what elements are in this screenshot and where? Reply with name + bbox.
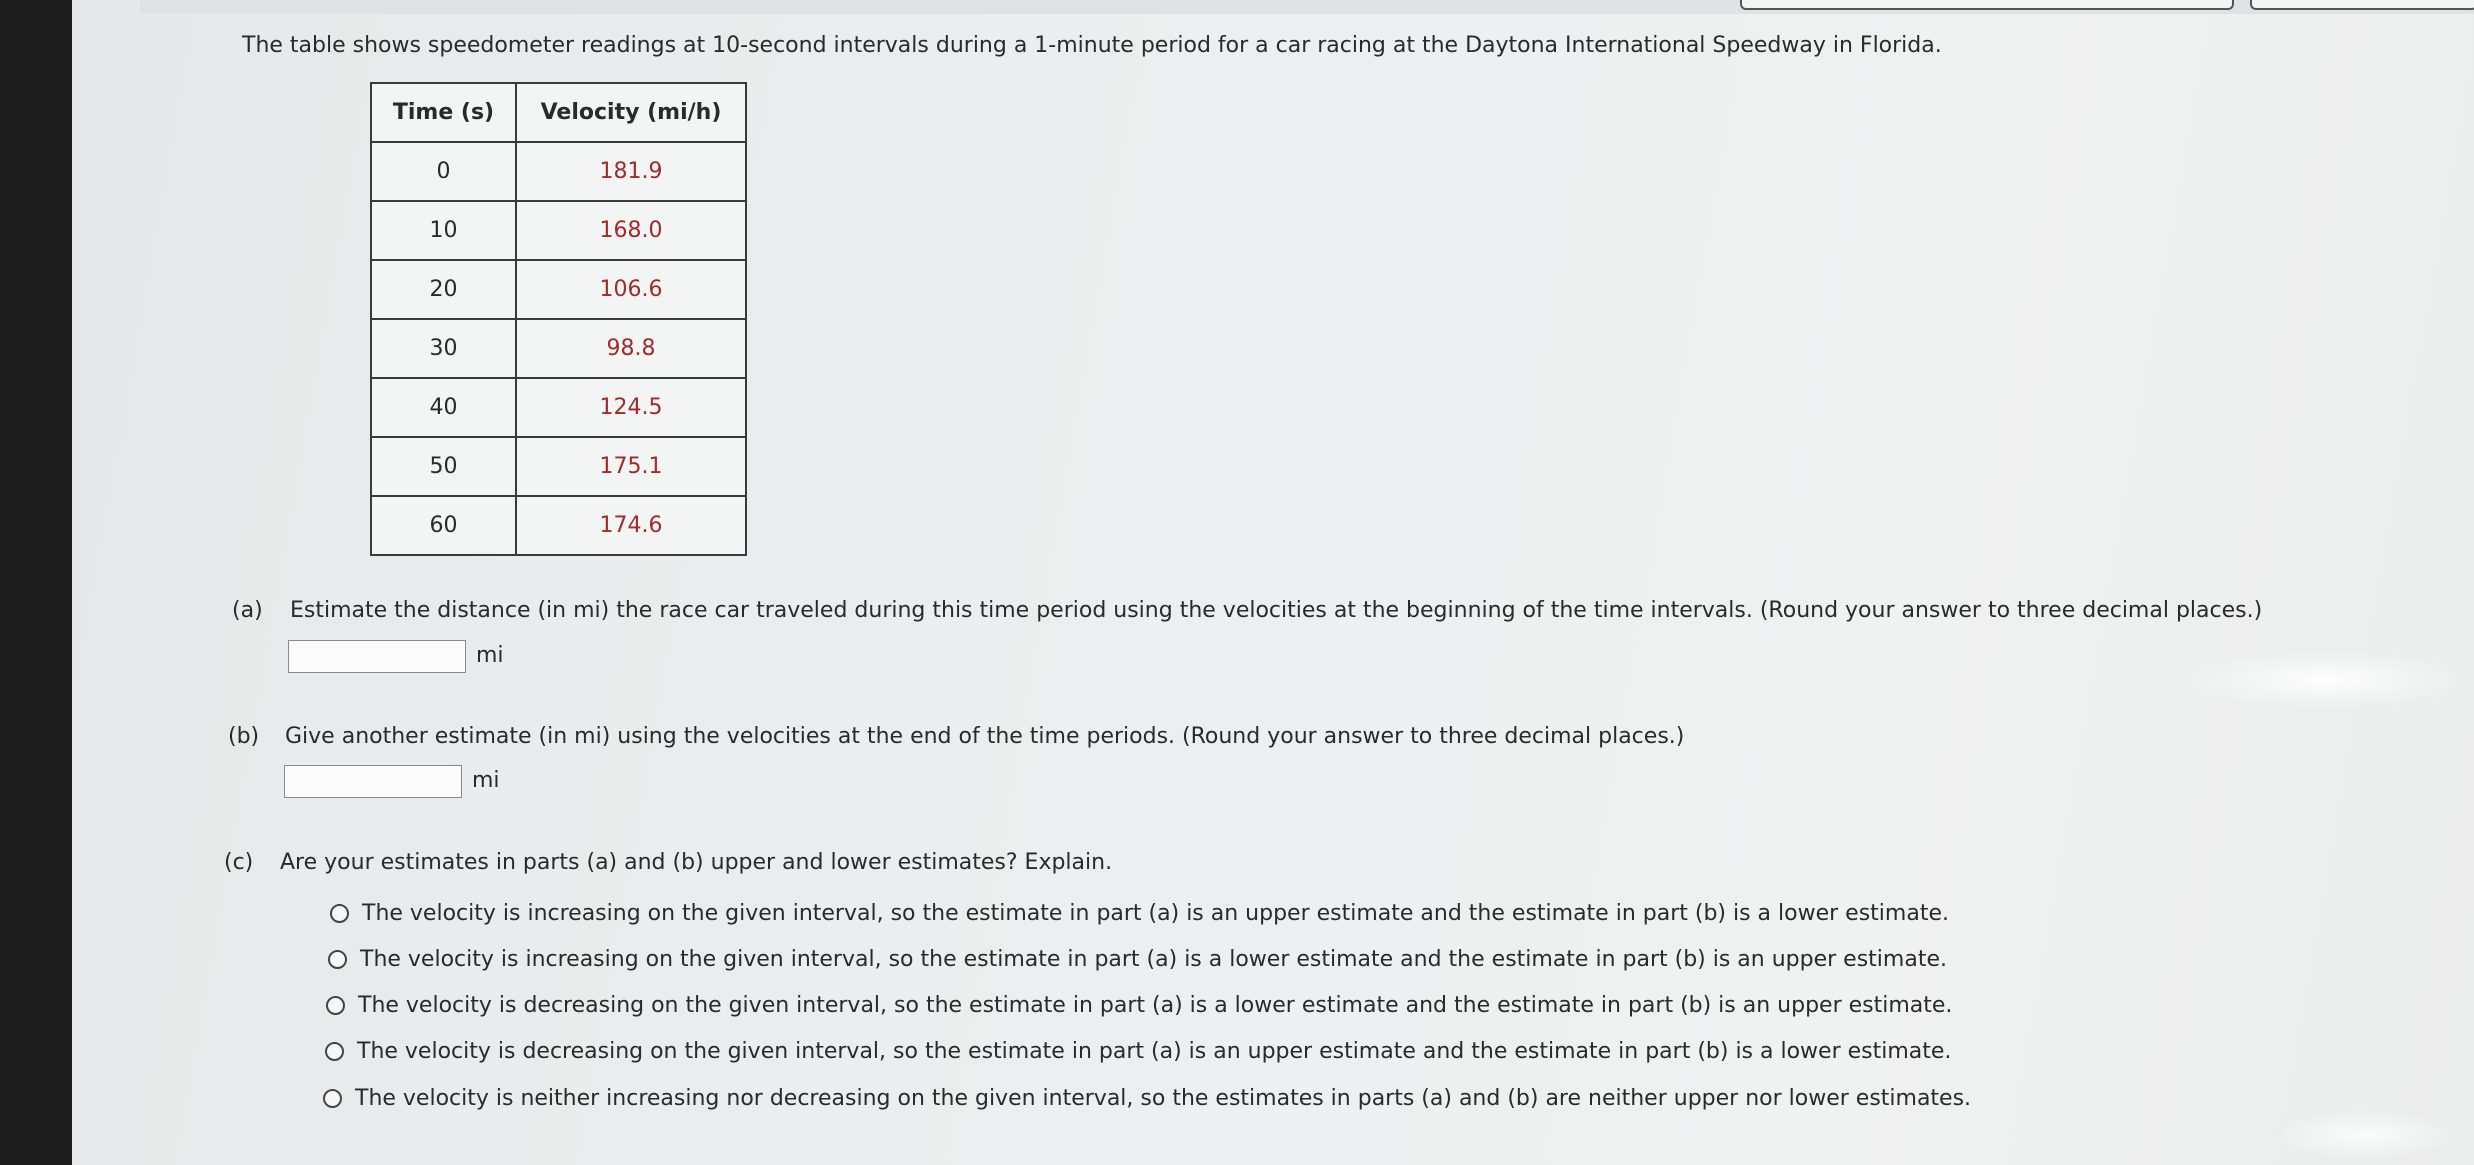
part-c-option-5[interactable] bbox=[323, 1086, 1971, 1111]
table-row bbox=[371, 378, 746, 437]
part-a-text: Estimate the distance (in mi) the race car traveled during this time period using the velocities at the beginning of the time intervals. (Round your answer to three decimal places.) bbox=[290, 598, 2263, 623]
table-row bbox=[371, 437, 746, 496]
velocity-cell: 106.6 bbox=[516, 260, 746, 319]
part-b-label: (b) bbox=[228, 724, 260, 749]
top-tab bbox=[2250, 0, 2474, 10]
table-row bbox=[371, 319, 746, 378]
part-c-option-4[interactable] bbox=[325, 1039, 1951, 1064]
part-b-unit: mi bbox=[472, 768, 500, 793]
screen-glare bbox=[2270, 1110, 2460, 1160]
part-c-option-3[interactable] bbox=[326, 993, 1952, 1018]
option-label: The velocity is increasing on the given interval, so the estimate in part (a) is an upper estimate and the estimate in part (b) is a lower estimate. bbox=[362, 901, 1949, 926]
time-cell: 0 bbox=[371, 142, 516, 201]
option-label: The velocity is decreasing on the given interval, so the estimate in part (a) is an upper estimate and the estimate in part (b) is a lower estimate. bbox=[357, 1039, 1952, 1064]
time-cell: 50 bbox=[371, 437, 516, 496]
table-header-time: Time (s) bbox=[371, 83, 516, 142]
radio-button[interactable] bbox=[330, 904, 349, 923]
left-screen-edge bbox=[0, 0, 72, 1165]
velocity-cell: 181.9 bbox=[516, 142, 746, 201]
part-a-unit: mi bbox=[476, 643, 504, 668]
top-tab bbox=[1740, 0, 2234, 10]
table-row bbox=[371, 142, 746, 201]
table-row bbox=[371, 260, 746, 319]
table-header-velocity: Velocity (mi/h) bbox=[516, 83, 746, 142]
part-c-option-2[interactable] bbox=[328, 947, 1947, 972]
velocity-cell: 175.1 bbox=[516, 437, 746, 496]
velocity-cell: 124.5 bbox=[516, 378, 746, 437]
option-label: The velocity is decreasing on the given interval, so the estimate in part (a) is a lower estimate and the estimate in part (b) is an upper estimate. bbox=[358, 993, 1953, 1018]
screen-glare bbox=[2180, 650, 2470, 710]
radio-button[interactable] bbox=[325, 1042, 344, 1061]
table-header-row bbox=[371, 83, 746, 142]
part-c-option-1[interactable] bbox=[330, 901, 1949, 926]
part-c-label: (c) bbox=[224, 850, 254, 875]
part-a-label: (a) bbox=[232, 598, 263, 623]
option-label: The velocity is increasing on the given interval, so the estimate in part (a) is a lower estimate and the estimate in part (b) is an upper estimate. bbox=[360, 947, 1947, 972]
part-b-text: Give another estimate (in mi) using the velocities at the end of the time periods. (Round your answer to three decimal places.) bbox=[285, 724, 1685, 749]
time-cell: 40 bbox=[371, 378, 516, 437]
time-cell: 20 bbox=[371, 260, 516, 319]
velocity-cell: 98.8 bbox=[516, 319, 746, 378]
speedometer-table bbox=[370, 82, 747, 556]
part-b-answer-input[interactable] bbox=[284, 765, 462, 798]
part-c-text: Are your estimates in parts (a) and (b) upper and lower estimates? Explain. bbox=[280, 850, 1113, 875]
question-intro: The table shows speedometer readings at 10-second intervals during a 1-minute period for a car racing at the Daytona International Speedway in Florida. bbox=[242, 33, 1942, 58]
table-row bbox=[371, 496, 746, 555]
time-cell: 60 bbox=[371, 496, 516, 555]
velocity-cell: 168.0 bbox=[516, 201, 746, 260]
time-cell: 30 bbox=[371, 319, 516, 378]
option-label: The velocity is neither increasing nor decreasing on the given interval, so the estimates in parts (a) and (b) are neither upper nor lower estimates. bbox=[355, 1086, 1972, 1111]
velocity-cell: 174.6 bbox=[516, 496, 746, 555]
radio-button[interactable] bbox=[326, 996, 345, 1015]
radio-button[interactable] bbox=[323, 1089, 342, 1108]
part-a-answer-input[interactable] bbox=[288, 640, 466, 673]
table-row bbox=[371, 201, 746, 260]
radio-button[interactable] bbox=[328, 950, 347, 969]
time-cell: 10 bbox=[371, 201, 516, 260]
